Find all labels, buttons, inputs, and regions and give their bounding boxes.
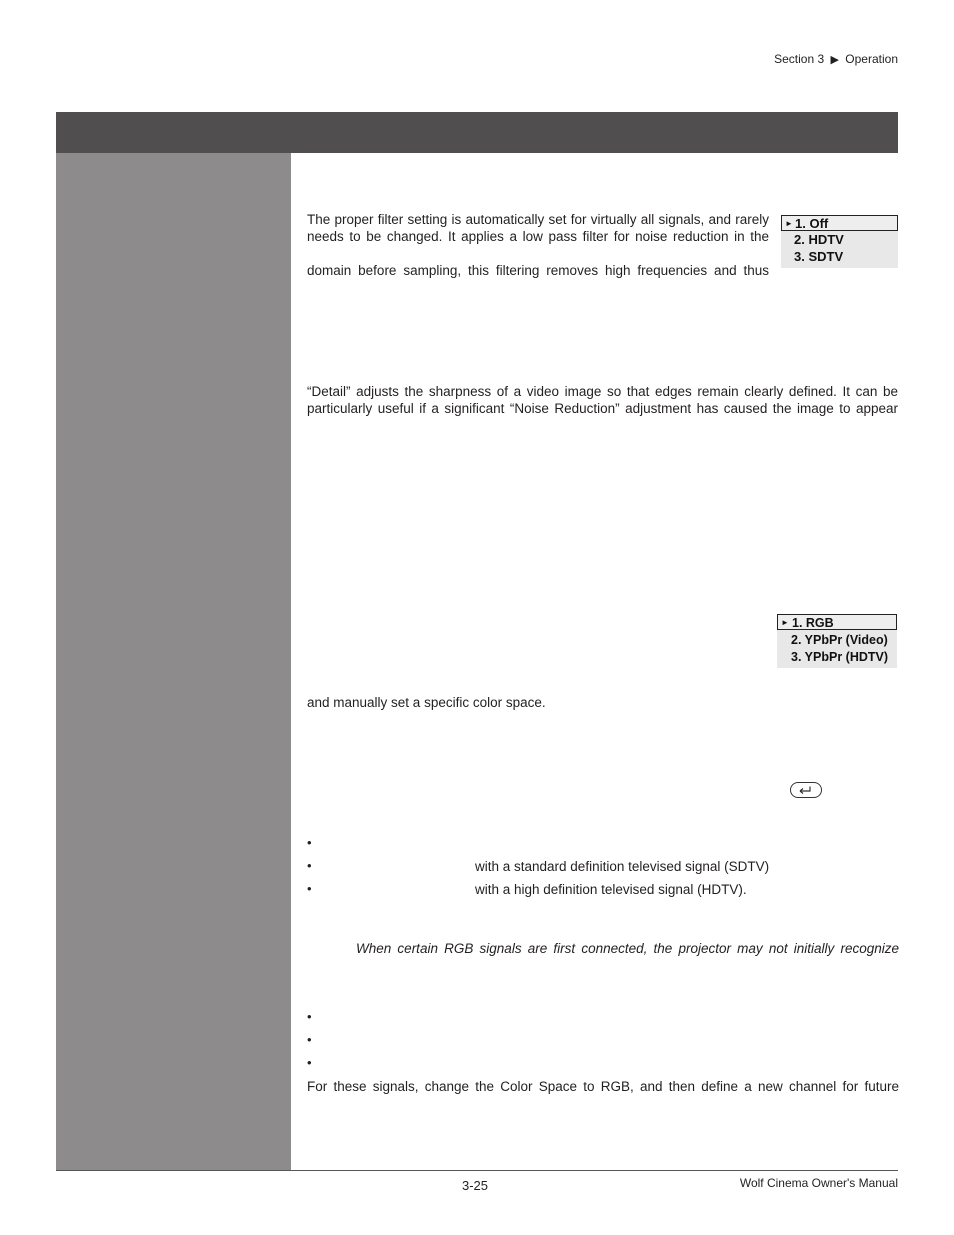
menu-item-label: 1. RGB [792, 616, 834, 630]
color-space-menu [777, 614, 897, 668]
color-space-item-ypbpr-hdtv[interactable] [777, 649, 897, 665]
sdtv-bullet-text: with a standard definition televised signal (SDTV) [475, 859, 770, 874]
bullet-marker: • [307, 1055, 312, 1070]
sidebar [56, 153, 291, 1170]
triangle-right-icon: ▶ [830, 54, 839, 66]
bullet-marker: • [307, 881, 312, 896]
bullet-marker: • [307, 835, 312, 850]
menu-item-label: 1. Off [795, 216, 829, 231]
filter-menu [781, 215, 898, 268]
menu-item-label: 3. SDTV [794, 249, 844, 264]
footer-rule [56, 1170, 898, 1171]
page-number: 3-25 [462, 1178, 489, 1193]
menu-item-label: 3. YPbPr (HDTV) [791, 650, 889, 664]
manual-color-space-line: and manually set a specific color space. [307, 695, 546, 710]
color-space-item-rgb[interactable] [777, 614, 897, 630]
detail-line-2: particularly useful if a significant “Noise Reduction” adjustment has caused the image to appear [307, 401, 898, 416]
menu-item-label: 2. YPbPr (Video) [791, 633, 888, 647]
filter-line-1: The proper filter setting is automatically set for virtually all signals, and rarely [307, 212, 769, 227]
rgb-note: When certain RGB signals are first connected, the projector may not initially recognize [356, 941, 899, 956]
final-line: For these signals, change the Color Space to RGB, and then define a new channel for future [307, 1079, 899, 1094]
section-label: Section 3 [774, 52, 825, 66]
bullet-marker: • [307, 1032, 312, 1047]
bullet-marker: • [307, 1009, 312, 1024]
title-bar [56, 112, 898, 153]
bullet-marker: • [307, 858, 312, 873]
filter-line-2: needs to be changed. It applies a low pass filter for noise reduction in the [307, 229, 769, 244]
filter-line-3: domain before sampling, this filtering removes high frequencies and thus [307, 263, 769, 278]
menu-item-label: 2. HDTV [794, 232, 844, 247]
pointer-icon: ► [785, 219, 793, 228]
detail-line-1: “Detail” adjusts the sharpness of a video image so that edges remain clearly defined. It can be [307, 384, 898, 399]
running-header [774, 52, 898, 66]
manual-title: Wolf Cinema Owner's Manual [739, 1176, 898, 1190]
hdtv-bullet-text: with a high definition televised signal (HDTV). [475, 882, 747, 897]
filter-menu-item-hdtv[interactable] [781, 232, 898, 248]
filter-menu-item-off[interactable] [781, 215, 898, 231]
pointer-icon: ► [781, 618, 789, 627]
enter-key-icon [790, 782, 822, 798]
chapter-label: Operation [845, 52, 898, 66]
filter-menu-item-sdtv[interactable] [781, 249, 898, 265]
color-space-item-ypbpr-video[interactable] [777, 632, 897, 648]
